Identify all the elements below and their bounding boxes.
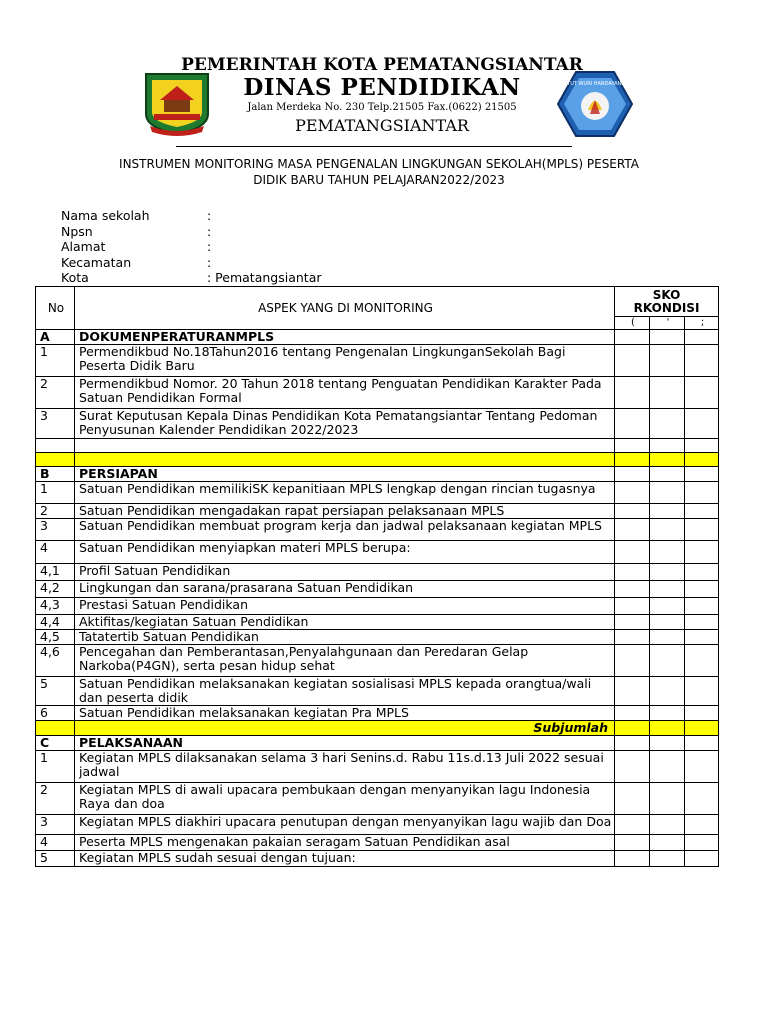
table-row <box>36 377 719 409</box>
score-cell[interactable] <box>615 482 650 504</box>
row-number: 4,2 <box>36 581 75 598</box>
score-cell[interactable] <box>685 630 719 645</box>
score-cell[interactable] <box>615 615 650 630</box>
row-aspect: Satuan Pendidikan memilikiSK kepanitiaan MPLS lengkap dengan rincian tugasnya <box>75 482 615 504</box>
row-aspect: Kegiatan MPLS sudah sesuai dengan tujuan: <box>75 851 615 867</box>
info-district <box>61 255 211 270</box>
row-number: 4,3 <box>36 598 75 615</box>
score-cell[interactable] <box>685 751 719 783</box>
subtotal-label: Subjumlah <box>75 721 615 736</box>
score-cell[interactable] <box>685 645 719 677</box>
score-cell[interactable] <box>650 815 685 835</box>
table-row <box>36 751 719 783</box>
row-aspect: Satuan Pendidikan melaksanakan kegiatan sosialisasi MPLS kepada orangtua/wali dan peserta didik <box>75 677 615 706</box>
score-cell[interactable] <box>615 409 650 439</box>
info-label: Npsn <box>61 224 93 239</box>
header-skor-line-2: RKONDISI <box>633 300 700 315</box>
info-school-name <box>61 208 211 223</box>
score-cell[interactable] <box>685 467 719 482</box>
info-value: : <box>207 224 212 239</box>
score-cell[interactable] <box>650 645 685 677</box>
score-cell[interactable] <box>650 721 685 736</box>
agency-name: DINAS PENDIDIKAN <box>243 74 521 101</box>
table-row <box>36 453 719 467</box>
score-cell[interactable] <box>615 564 650 581</box>
row-number: A <box>36 330 75 345</box>
score-cell[interactable] <box>615 630 650 645</box>
info-npsn <box>61 224 211 239</box>
table-row <box>36 541 719 564</box>
row-aspect <box>75 453 615 467</box>
row-aspect: Lingkungan dan sarana/prasarana Satuan Pendidikan <box>75 581 615 598</box>
row-number <box>36 439 75 453</box>
row-aspect: PELAKSANAAN <box>75 736 615 751</box>
info-label: Nama sekolah <box>61 208 150 223</box>
table-row <box>36 504 719 519</box>
row-number: 5 <box>36 851 75 867</box>
row-number: 3 <box>36 815 75 835</box>
score-cell[interactable] <box>615 581 650 598</box>
score-cell[interactable] <box>650 736 685 751</box>
score-cell[interactable] <box>650 783 685 815</box>
score-cell[interactable] <box>650 453 685 467</box>
info-label: Kota <box>61 270 89 285</box>
row-number: 4,5 <box>36 630 75 645</box>
header-divider <box>176 146 572 147</box>
row-aspect: Satuan Pendidikan membuat program kerja dan jadwal pelaksanaan kegiatan MPLS <box>75 519 615 541</box>
info-address <box>61 239 211 254</box>
info-value: : Pematangsiantar <box>207 270 322 285</box>
row-number: 4,6 <box>36 645 75 677</box>
score-cell[interactable] <box>685 377 719 409</box>
row-number <box>36 453 75 467</box>
score-cell[interactable] <box>615 330 650 345</box>
info-city <box>61 270 322 285</box>
score-cell[interactable] <box>650 439 685 453</box>
row-aspect: Aktifitas/kegiatan Satuan Pendidikan <box>75 615 615 630</box>
row-aspect: Permendikbud No.18Tahun2016 tentang Pengenalan LingkunganSekolah Bagi Peserta Didik Baru <box>75 345 615 377</box>
score-cell[interactable] <box>650 377 685 409</box>
score-cell[interactable] <box>685 736 719 751</box>
score-cell[interactable] <box>650 519 685 541</box>
score-cell[interactable] <box>650 615 685 630</box>
score-cell[interactable] <box>685 835 719 851</box>
score-cell[interactable] <box>615 751 650 783</box>
row-number <box>36 721 75 736</box>
info-value: : <box>207 239 212 254</box>
score-cell[interactable] <box>685 721 719 736</box>
row-aspect: Kegiatan MPLS diakhiri upacara penutupan dengan menyanyikan lagu wajib dan Doa <box>75 815 615 835</box>
info-label: Kecamatan <box>61 255 132 270</box>
table-row <box>36 783 719 815</box>
score-cell[interactable] <box>650 851 685 867</box>
row-aspect <box>75 439 615 453</box>
table-row <box>36 482 719 504</box>
header-skor-line-1: SKO <box>652 287 681 302</box>
score-cell[interactable] <box>685 598 719 615</box>
government-name: PEMERINTAH KOTA PEMATANGSIANTAR <box>181 55 583 75</box>
score-cell[interactable] <box>650 835 685 851</box>
score-cell[interactable] <box>685 851 719 867</box>
score-cell[interactable] <box>650 677 685 706</box>
row-number: 5 <box>36 677 75 706</box>
info-value: : <box>207 255 212 270</box>
title-line-2: DIDIK BARU TAHUN PELAJARAN2022/2023 <box>253 173 505 187</box>
table-row <box>36 851 719 867</box>
row-aspect: Kegiatan MPLS dilaksanakan selama 3 hari Senins.d. Rabu 11s.d.13 Juli 2022 sesuai jadwal <box>75 751 615 783</box>
table-row <box>36 645 719 677</box>
table-header-row <box>36 287 719 317</box>
document-title <box>35 156 723 188</box>
info-value: : <box>207 208 212 223</box>
info-label: Alamat <box>61 239 106 254</box>
score-cell[interactable] <box>615 645 650 677</box>
row-number: 1 <box>36 751 75 783</box>
row-number: 4,4 <box>36 615 75 630</box>
table-row <box>36 330 719 345</box>
table-row <box>36 630 719 645</box>
score-cell[interactable] <box>650 330 685 345</box>
score-cell[interactable] <box>615 541 650 564</box>
score-cell[interactable] <box>615 677 650 706</box>
score-cell[interactable] <box>685 439 719 453</box>
score-cell[interactable] <box>615 467 650 482</box>
score-cell[interactable] <box>650 630 685 645</box>
table-row <box>36 615 719 630</box>
score-cell[interactable] <box>650 482 685 504</box>
score-cell[interactable] <box>615 851 650 867</box>
row-number: 2 <box>36 377 75 409</box>
subheader-col-3: ; <box>685 317 719 330</box>
score-cell[interactable] <box>685 409 719 439</box>
score-cell[interactable] <box>615 736 650 751</box>
score-cell[interactable] <box>650 598 685 615</box>
score-cell[interactable] <box>615 345 650 377</box>
row-number: B <box>36 467 75 482</box>
score-cell[interactable] <box>615 815 650 835</box>
score-cell[interactable] <box>650 504 685 519</box>
row-number: 2 <box>36 504 75 519</box>
score-cell[interactable] <box>685 453 719 467</box>
table-row <box>36 706 719 721</box>
table-row <box>36 581 719 598</box>
table-row <box>36 409 719 439</box>
score-cell[interactable] <box>615 439 650 453</box>
score-cell[interactable] <box>685 519 719 541</box>
agency-address: Jalan Merdeka No. 230 Telp.21505 Fax.(0622) 21505 <box>247 102 517 113</box>
score-cell[interactable] <box>650 409 685 439</box>
row-aspect: Pencegahan dan Pemberantasan,Penyalahgunaan dan Peredaran Gelap Narkoba(P4GN), serta pesan hidup sehat <box>75 645 615 677</box>
score-cell[interactable] <box>615 504 650 519</box>
score-cell[interactable] <box>685 615 719 630</box>
right-logo-text: TUT WURI HANDAYANI <box>567 81 623 87</box>
score-cell[interactable] <box>650 564 685 581</box>
table-row <box>36 835 719 851</box>
monitoring-table <box>35 286 719 867</box>
row-aspect: DOKUMENPERATURANMPLS <box>75 330 615 345</box>
score-cell[interactable] <box>685 504 719 519</box>
table-row <box>36 598 719 615</box>
row-aspect: Permendikbud Nomor. 20 Tahun 2018 tentang Penguatan Pendidikan Karakter Pada Satuan Pendidikan Formal <box>75 377 615 409</box>
header-aspek: ASPEK YANG DI MONITORING <box>75 287 615 330</box>
row-number: 1 <box>36 482 75 504</box>
row-number: 3 <box>36 519 75 541</box>
score-cell[interactable] <box>615 377 650 409</box>
score-cell[interactable] <box>685 330 719 345</box>
score-cell[interactable] <box>615 598 650 615</box>
score-cell[interactable] <box>685 482 719 504</box>
score-cell[interactable] <box>685 541 719 564</box>
subheader-col-1: ( <box>615 317 650 330</box>
score-cell[interactable] <box>650 751 685 783</box>
score-cell[interactable] <box>650 706 685 721</box>
table-row <box>36 345 719 377</box>
table-row <box>36 721 719 736</box>
score-cell[interactable] <box>615 706 650 721</box>
row-aspect: Satuan Pendidikan melaksanakan kegiatan Pra MPLS <box>75 706 615 721</box>
row-aspect: Surat Keputusan Kepala Dinas Pendidikan Kota Pematangsiantar Tentang Pedoman Penyusunan Kalender Pendidikan 2022/2023 <box>75 409 615 439</box>
score-cell[interactable] <box>685 706 719 721</box>
row-aspect: Satuan Pendidikan menyiapkan materi MPLS berupa: <box>75 541 615 564</box>
header-no: No <box>36 287 75 330</box>
row-aspect: PERSIAPAN <box>75 467 615 482</box>
row-number: 2 <box>36 783 75 815</box>
row-aspect: Profil Satuan Pendidikan <box>75 564 615 581</box>
score-cell[interactable] <box>615 453 650 467</box>
score-cell[interactable] <box>685 783 719 815</box>
row-aspect: Tatatertib Satuan Pendidikan <box>75 630 615 645</box>
row-number: C <box>36 736 75 751</box>
agency-city: PEMATANGSIANTAR <box>295 116 469 135</box>
row-number: 1 <box>36 345 75 377</box>
score-cell[interactable] <box>685 677 719 706</box>
score-cell[interactable] <box>615 519 650 541</box>
score-cell[interactable] <box>650 541 685 564</box>
score-cell[interactable] <box>685 564 719 581</box>
score-cell[interactable] <box>650 467 685 482</box>
row-number: 4 <box>36 835 75 851</box>
table-row <box>36 677 719 706</box>
row-aspect: Peserta MPLS mengenakan pakaian seragam Satuan Pendidikan asal <box>75 835 615 851</box>
row-number: 6 <box>36 706 75 721</box>
score-cell[interactable] <box>685 815 719 835</box>
score-cell[interactable] <box>615 783 650 815</box>
subheader-col-2: ' <box>650 317 685 330</box>
score-cell[interactable] <box>650 581 685 598</box>
row-aspect: Kegiatan MPLS di awali upacara pembukaan dengan menyanyikan lagu Indonesia Raya dan doa <box>75 783 615 815</box>
score-cell[interactable] <box>685 345 719 377</box>
row-aspect: Satuan Pendidikan mengadakan rapat persiapan pelaksanaan MPLS <box>75 504 615 519</box>
table-row <box>36 815 719 835</box>
row-number: 4,1 <box>36 564 75 581</box>
row-number: 3 <box>36 409 75 439</box>
table-row <box>36 519 719 541</box>
table-row <box>36 467 719 482</box>
score-cell[interactable] <box>650 345 685 377</box>
score-cell[interactable] <box>685 581 719 598</box>
row-number: 4 <box>36 541 75 564</box>
score-cell[interactable] <box>615 835 650 851</box>
table-row <box>36 439 719 453</box>
score-cell[interactable] <box>615 721 650 736</box>
header-skor <box>615 287 719 317</box>
row-aspect: Prestasi Satuan Pendidikan <box>75 598 615 615</box>
table-row <box>36 564 719 581</box>
table-row <box>36 736 719 751</box>
title-line-1: INSTRUMEN MONITORING MASA PENGENALAN LINGKUNGAN SEKOLAH(MPLS) PESERTA <box>119 157 639 171</box>
